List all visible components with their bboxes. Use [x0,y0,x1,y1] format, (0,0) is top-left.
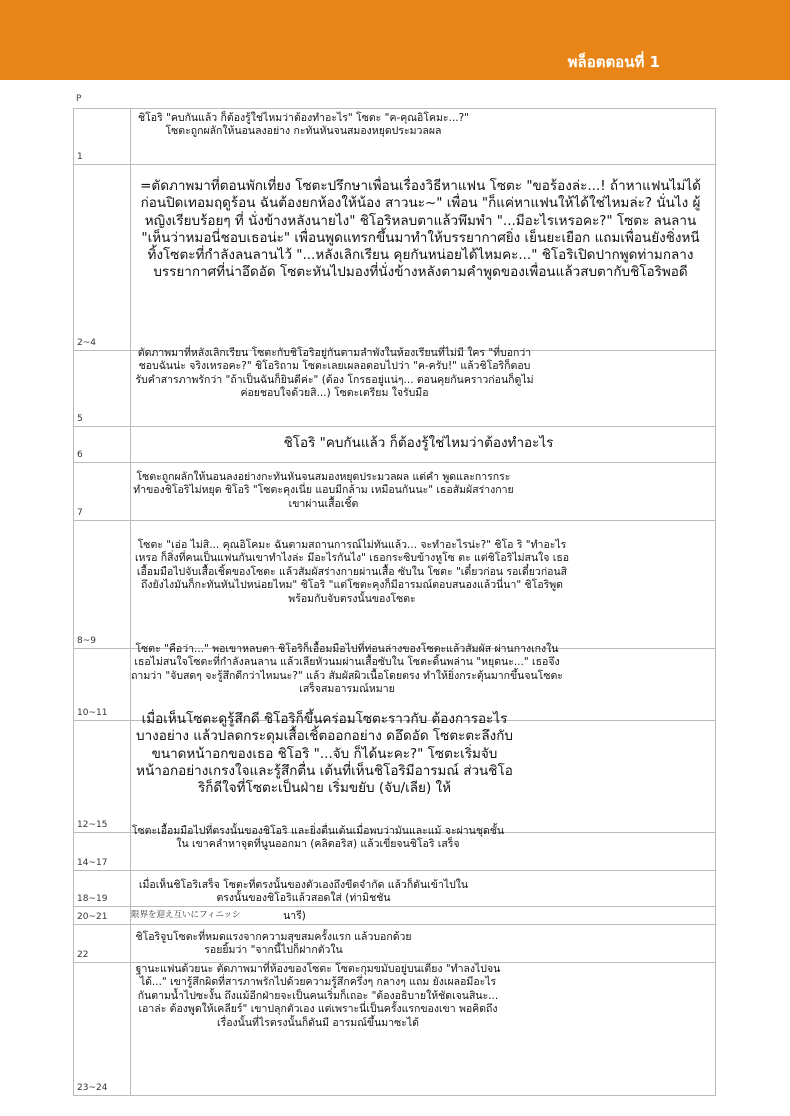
table-row [73,347,716,426]
row-number: 10~11 [77,708,108,718]
plot-table [73,108,716,1096]
table-row [73,462,716,520]
table-row [73,924,716,962]
row-text: เมื่อเห็นโซตะดูรู้สึกดี ชิโอริก็ขึ้นคร่อมโซตะราวกับ ต้องการอะไรบางอย่าง แล้วปลดกระดุมเสื้อเชิ้ตออกอย่าง ดอึดอัด โซตะตะลึงกับขนาดหน้าอกของเธอ ชิโอริ "...จับ ก็ได้นะคะ?" โซตะเริ่มจับหน้าอกอย่างเกรงใจและรู้สึกตื่น เต้นที่เห็นชิโอริมีอารมณ์ ส่วนชิโอริก็ดีใจที่โซตะเป็นฝ่าย เริ่มขยับ (จับ/เลีย) ให้ [136,711,513,797]
row-number: 20~21 [77,912,108,922]
row-number: 23~24 [77,1083,108,1093]
row-text: ฐานะแฟนด้วยนะ ตัดภาพมาที่ห้องของโซตะ โซตะกุมขมับอยู่บนเตียง "ทำลงไปจน ได้..." เขารู้สึกผิดที่สารภาพรักไปด้วยความรู้สึกครึ่งๆ กลางๆ แถม ยังเผลอมีอะไรกันตามน้ำไปซะงั้น ถึงแม้อีกฝ่ายจะเป็นคนเริ่มก็เถอะ "ต้องอธิบายให้ชัดเจนสินะ... เอาล่ะ ต้องพูดให้เคลียร์" เขาปลุกตัวเอง แต่เพราะนี่เป็นครั้งแรกของเขา พอคิดถึงเรื่องนั้นที่ไรตรงนั้นก็ดันมี อารมณ์ขึ้นมาซะได้ [135,963,501,1029]
table-row [73,962,716,1096]
row-text: โซตะ "เอ่อ ไม่สิ... คุณอิโคมะ ฉันตามสถานการณ์ไม่ทันแล้ว... จะทำอะไรน่ะ?" ชิโอ ริ "ทำอะไรเหรอ ก็สิ่งที่คนเป็นแฟนกันเขาทำไงล่ะ มีอะไรกันไง" เธอกระซิบข้างหูโซ ตะ แต่ชิโอริไม่สนใจ เธอเอื้อมมือไปจับเสื้อเชิ้ตของโซตะ แล้วสัมผัสร่างกายผ่านเสื้อ ซับใน โซตะ "เดี๋ยวก่อน รอเดี๋ยวก่อนสิ ถึงยังไงมันก็กะทันหันไปหน่อยไหม" ชิโอริ "แต่โซตะคุงก็มีอารมณ์ตอบสนองแล้วนี่นา" ชิโอริพูดพร้อมกับจับตรงนั้นของโซตะ [134,539,570,605]
row-text: โซตะ "คือว่า..." พอเขาหลบตา ชิโอริก็เอื้อมมือไปที่ท่อนล่างของโซตะแล้วสัมผัส ผ่านกางเกงใน เธอไม่สนใจโซตะที่กำลังลนลาน แล้วเลียหัวนมผ่านเสื้อซับใน โซตะดิ้นพล่าน "หยุดนะ..." เธอจึงถามว่า "จับสดๆ จะรู้สึกดีกว่าไหมนะ?" แล้ว สัมผัสผิวเนื้อโดยตรง ทำให้ยิ่งกระตุ้นมากขึ้นจนโซตะเสร็จสมอารมณ์หมาย [131,643,563,696]
row-number: 5 [77,414,83,424]
row-number: 18~19 [77,894,108,904]
row-number: 7 [77,508,83,518]
table-row [73,520,716,648]
row-number: 8~9 [77,636,96,646]
row-number: 12~15 [77,820,108,830]
table-row [73,164,716,350]
table-row [73,643,716,720]
row-number: 22 [77,950,89,960]
table-row [73,870,716,906]
row-number: 2~4 [77,338,96,348]
row-text: โซตะถูกผลักให้นอนลงอย่างกะทันหันจนสมองหยุดประมวลผล แต่คำ พูดและการกระทำของชิโอริไม่หยุด ชิโอริ "โซตะคุงเนี่ย แอบมีกล้าม เหมือนกันนะ" เธอสัมผัสร่างกายเขาผ่านเสื้อเชิ้ต [133,471,514,510]
row-text: =ตัดภาพมาที่ตอนพักเที่ยง โซตะปรึกษาเพื่อนเรื่องวิธีหาแฟน โซตะ "ขอร้องล่ะ...! ถ้าหาแฟนไม่ได้ก่อนปิดเทอมฤดูร้อน ฉันต้องยกห้องให้น้อง สาวนะ~" เพื่อน "ก็แค่หาแฟนให้ได้ใช่ไหมล่ะ? นั่นไง ผู้หญิงเรียบร้อยๆ ที่ นั่งข้างหลังนายไง" ชิโอริหลบตาแล้วพึมพำ "...มีอะไรเหรอคะ?" โซตะ ลนลาน "เห็นว่าหมอนี่ชอบเธอน่ะ" เพื่อนพูดแทรกขึ้นมาทำให้บรรยากาศยิ่ง เย็นยะเยือก แถมเพื่อนยังชิ่งหนีทิ้งโซตะที่กำลังลนลานไว้ "...หลังเลิกเรียน คุยกันหน่อยได้ไหมคะ..." ชิโอริเปิดปากพูดท่ามกลางบรรยากาศที่น่าอึดอัด โซตะหันไปมองที่นั่งข้างหลังตามคำพูดของเพื่อนแล้วสบตากับชิโอริพอดี [140,178,701,281]
table-row [73,426,716,462]
row-text: ชิโอริ "คบกันแล้ว ก็ต้องรู้ใช่ไหมว่าต้องทำอะไร [283,435,554,451]
table-row [73,906,716,924]
row-number: 6 [77,450,83,460]
japanese-note: 限界を迎え互いにフィニッシ [131,910,241,920]
header-banner [0,0,790,80]
row-text: เมื่อเห็นชิโอริเสร็จ โซตะที่ตรงนั้นของตัวเองถึงขีดจำกัด แล้วก็ดันเข้าไปในตรงนั้นของชิโอริแล้วสอดใส่ (ท่ามิชชัน [138,879,469,905]
row-text: นารี) [283,910,306,922]
row-text: ชิโอริ "คบกันแล้ว ก็ต้องรู้ใช่ไหมว่าต้องทำอะไร" โซตะ "ค-คุณอิโคมะ...?" โซตะถูกผลักให้นอนลงอย่าง กะทันหันจนสมองหยุดประมวลผล [138,112,469,138]
row-text: ตัดภาพมาที่หลังเลิกเรียน โซตะกับชิโอริอยู่กันตามลำพังในห้องเรียนที่ไม่มี ใคร "ที่บอกว่าชอบฉันน่ะ จริงเหรอคะ?" ชิโอริถาม โซตะเลยเผลอตอบไปว่า "ค-ครับ!" แล้วชิโอริก็ตอบรับคำสารภาพรักว่า "ถ้าเป็นฉันก็ยินดีค่ะ" (ต้อง โกรธอยู่แน่ๆ... ตอนคุยกันคราวก่อนก็ดูไม่ค่อยชอบใจด้วยสิ...) โซตะเตรียม ใจรับมือ [135,347,534,400]
page-label: P [76,94,82,104]
table-row [73,108,716,164]
row-text: โซตะเอื้อมมือไปที่ตรงนั้นของชิโอริ และยิ่งตื่นเต้นเมื่อพบว่ามันและแม้ จะผ่านชุดชั้นใน เขาคลำหาจุดที่นูนออกมา (คลิตอริส) แล้วเขี่ยจนชิโอริ เสร็จ [131,825,505,851]
page-title: พล็อตตอนที่ 1 [567,53,660,71]
row-number: 1 [77,152,83,162]
row-number: 14~17 [77,858,108,868]
row-text: ชิโอริจูบโซตะที่หมดแรงจากความสุขสมครั้งแรก แล้วบอกด้วยรอยยิ้มว่า "จากนี้ไปก็ฝากตัวใน [135,931,412,957]
